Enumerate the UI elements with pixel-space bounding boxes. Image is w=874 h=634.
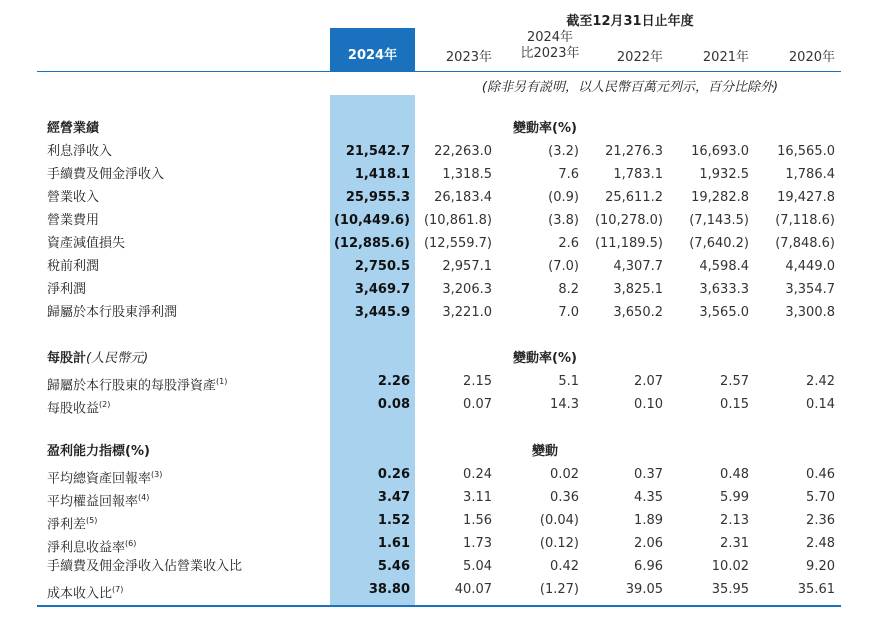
table-row: [0, 371, 874, 393]
section-header-operating: [0, 118, 874, 140]
row-label: [47, 141, 112, 163]
header-change-line1: 2024年: [526, 30, 574, 45]
cell-chg: 7.0: [558, 305, 579, 320]
section-change-label: 變動率(%): [513, 351, 577, 366]
cell-v2020: 2.42: [806, 374, 835, 389]
cell-chg: (7.0): [548, 259, 579, 274]
cell-v2020: 3,300.8: [785, 305, 835, 320]
cell-v2022: (11,189.5): [594, 236, 663, 251]
cell-v2021: 16,693.0: [691, 144, 749, 159]
cell-chg: (0.9): [548, 190, 579, 205]
section-header-profitability: [0, 441, 874, 463]
cell-chg: (3.8): [548, 213, 579, 228]
row-label: [47, 187, 99, 209]
cell-v2020: 9.20: [806, 559, 835, 574]
cell-v2024: 38.80: [368, 582, 410, 597]
cell-v2024: 0.26: [377, 467, 410, 482]
cell-v2024: 3,469.7: [354, 282, 410, 297]
cell-chg: (3.2): [548, 144, 579, 159]
row-label: [47, 256, 99, 278]
cell-v2020: 0.46: [806, 467, 835, 482]
cell-v2023: 0.24: [463, 467, 492, 482]
cell-v2024: 3,445.9: [354, 305, 410, 320]
row-label: [47, 302, 177, 324]
row-footnote: (5): [86, 516, 98, 525]
table-row: [0, 394, 874, 416]
cell-v2022: 1,783.1: [613, 167, 663, 182]
row-label-text: 淨利差: [47, 517, 87, 533]
row-label-text: 淨利息收益率: [47, 540, 126, 556]
cell-chg: 0.36: [550, 490, 579, 505]
cell-v2023: 1.73: [463, 536, 492, 551]
header-2020: 2020年: [788, 50, 835, 65]
section-title: [47, 348, 148, 370]
cell-v2022: 39.05: [625, 582, 663, 597]
cell-v2022: 4.35: [634, 490, 663, 505]
row-label-text: 平均權益回報率: [47, 494, 139, 510]
table-row: [0, 533, 874, 555]
table-row: [0, 141, 874, 163]
cell-v2020: 2.48: [806, 536, 835, 551]
cell-chg: (0.04): [539, 513, 579, 528]
header-change: [495, 30, 605, 62]
table-row: [0, 233, 874, 255]
table-row: [0, 279, 874, 301]
row-footnote: (6): [125, 539, 137, 548]
cell-v2020: 3,354.7: [785, 282, 835, 297]
table-row: [0, 164, 874, 186]
header-2021: 2021年: [702, 50, 749, 65]
row-label-text: 手續費及佣金淨收入佔營業收入比: [47, 559, 243, 574]
row-label-text: 稅前利潤: [47, 259, 100, 274]
cell-v2021: 1,932.5: [699, 167, 749, 182]
cell-v2022: 6.96: [634, 559, 663, 574]
cell-v2023: 5.04: [463, 559, 492, 574]
row-label: [47, 533, 136, 555]
cell-v2024: 5.46: [377, 559, 410, 574]
unit-note: (除非另有説明，以人民幣百萬元列示，百分比除外): [481, 80, 779, 95]
cell-v2024: 25,955.3: [345, 190, 410, 205]
cell-v2021: (7,640.2): [689, 236, 749, 251]
cell-v2022: 0.37: [634, 467, 663, 482]
row-footnote: (7): [112, 585, 124, 594]
cell-v2023: (12,559.7): [423, 236, 492, 251]
row-label: [47, 464, 162, 486]
row-label-text: 利息淨收入: [47, 144, 113, 159]
cell-v2020: 4,449.0: [785, 259, 835, 274]
cell-v2023: 2.15: [463, 374, 492, 389]
cell-v2024: 1,418.1: [354, 167, 410, 182]
header-rule: [37, 71, 841, 72]
cell-v2023: 1.56: [463, 513, 492, 528]
row-label-text: 成本收入比: [47, 586, 113, 602]
cell-v2024: 21,542.7: [345, 144, 410, 159]
cell-v2022: 0.10: [634, 397, 663, 412]
cell-v2020: 0.14: [806, 397, 835, 412]
cell-v2021: 2.57: [720, 374, 749, 389]
row-label-text: 淨利潤: [47, 282, 87, 297]
cell-chg: 8.2: [558, 282, 579, 297]
cell-chg: 14.3: [550, 397, 579, 412]
row-label: [47, 210, 99, 232]
cell-v2021: 5.99: [720, 490, 749, 505]
cell-v2021: 2.31: [720, 536, 749, 551]
cell-v2020: 16,565.0: [777, 144, 835, 159]
section-change-label: 變動: [531, 444, 558, 459]
row-footnote: (1): [216, 377, 228, 386]
cell-v2023: 26,183.4: [434, 190, 492, 205]
cell-v2022: 21,276.3: [605, 144, 663, 159]
table-row: [0, 487, 874, 509]
row-label-text: 每股收益: [47, 401, 100, 417]
row-label-text: 手續費及佣金淨收入: [47, 167, 165, 182]
row-label: [47, 510, 97, 532]
cell-v2023: 3,221.0: [442, 305, 492, 320]
table-row: [0, 579, 874, 601]
cell-chg: 0.42: [550, 559, 579, 574]
cell-chg: (0.12): [539, 536, 579, 551]
row-footnote: (4): [138, 493, 150, 502]
table-row: [0, 187, 874, 209]
cell-v2021: 19,282.8: [691, 190, 749, 205]
section-title: 盈利能力指標(%): [47, 444, 150, 459]
header-change-line2: 比2023年: [520, 46, 580, 61]
header-2024: 2024年: [330, 28, 415, 71]
cell-v2022: 2.06: [634, 536, 663, 551]
row-label: [47, 556, 242, 578]
row-footnote: (2): [99, 400, 111, 409]
cell-v2021: 3,565.0: [699, 305, 749, 320]
cell-chg: 5.1: [558, 374, 579, 389]
cell-v2023: 3,206.3: [442, 282, 492, 297]
cell-v2023: 2,957.1: [442, 259, 492, 274]
table-row: [0, 302, 874, 324]
bottom-rule: [37, 605, 841, 607]
cell-v2020: 19,427.8: [777, 190, 835, 205]
cell-v2022: 2.07: [634, 374, 663, 389]
cell-v2023: (10,861.8): [423, 213, 492, 228]
section-header-per_share: [0, 348, 874, 370]
cell-v2024: 3.47: [377, 490, 410, 505]
cell-v2024: 0.08: [377, 397, 410, 412]
row-label-text: 資產減值損失: [47, 236, 126, 251]
cell-v2021: 2.13: [720, 513, 749, 528]
cell-chg: 2.6: [558, 236, 579, 251]
header-2022: 2022年: [616, 50, 663, 65]
row-label-text: 歸屬於本行股東的每股淨資產: [47, 378, 217, 394]
cell-v2023: 22,263.0: [434, 144, 492, 159]
section-title-suffix: (人民幣元): [86, 351, 149, 366]
row-label-text: 歸屬於本行股東淨利潤: [47, 305, 178, 320]
cell-v2020: 1,786.4: [785, 167, 835, 182]
cell-v2020: (7,848.6): [775, 236, 835, 251]
cell-v2023: 1,318.5: [442, 167, 492, 182]
cell-v2021: 0.48: [720, 467, 749, 482]
header-2023: 2023年: [445, 50, 492, 65]
table-row: [0, 210, 874, 232]
row-label: [47, 164, 164, 186]
cell-v2024: 2.26: [377, 374, 410, 389]
cell-v2021: 0.15: [720, 397, 749, 412]
cell-v2022: 25,611.2: [605, 190, 663, 205]
cell-v2021: (7,143.5): [689, 213, 749, 228]
cell-chg: (1.27): [539, 582, 579, 597]
cell-v2021: 3,633.3: [699, 282, 749, 297]
row-label-text: 營業收入: [47, 190, 100, 205]
cell-v2021: 35.95: [711, 582, 749, 597]
cell-v2022: 3,650.2: [613, 305, 663, 320]
cell-v2024: (10,449.6): [333, 213, 410, 228]
section-title-text: 每股計: [47, 351, 87, 366]
cell-v2020: (7,118.6): [775, 213, 835, 228]
cell-v2020: 2.36: [806, 513, 835, 528]
period-label: 截至12月31日止年度: [566, 14, 694, 29]
cell-v2024: 2,750.5: [354, 259, 410, 274]
cell-v2022: 3,825.1: [613, 282, 663, 297]
row-label: [47, 487, 149, 509]
cell-v2021: 4,598.4: [699, 259, 749, 274]
row-label-text: 平均總資產回報率: [47, 471, 152, 487]
cell-v2023: 0.07: [463, 397, 492, 412]
row-label-text: 營業費用: [47, 213, 100, 228]
cell-v2024: 1.61: [377, 536, 410, 551]
cell-v2024: 1.52: [377, 513, 410, 528]
table-row: [0, 510, 874, 532]
cell-chg: 0.02: [550, 467, 579, 482]
cell-v2020: 5.70: [806, 490, 835, 505]
section-change-label: 變動率(%): [513, 121, 577, 136]
table-row: [0, 256, 874, 278]
section-title: 經營業績: [47, 121, 100, 136]
row-label: [47, 579, 123, 601]
row-footnote: (3): [151, 470, 163, 479]
row-label: [47, 394, 110, 416]
cell-v2022: 4,307.7: [613, 259, 663, 274]
cell-v2022: 1.89: [634, 513, 663, 528]
row-label: [47, 371, 227, 393]
cell-chg: 7.6: [558, 167, 579, 182]
cell-v2022: (10,278.0): [594, 213, 663, 228]
cell-v2020: 35.61: [797, 582, 835, 597]
cell-v2021: 10.02: [711, 559, 749, 574]
cell-v2023: 40.07: [454, 582, 492, 597]
row-label: [47, 233, 125, 255]
cell-v2023: 3.11: [463, 490, 492, 505]
row-label: [47, 279, 86, 301]
table-row: [0, 556, 874, 578]
cell-v2024: (12,885.6): [333, 236, 410, 251]
table-row: [0, 464, 874, 486]
